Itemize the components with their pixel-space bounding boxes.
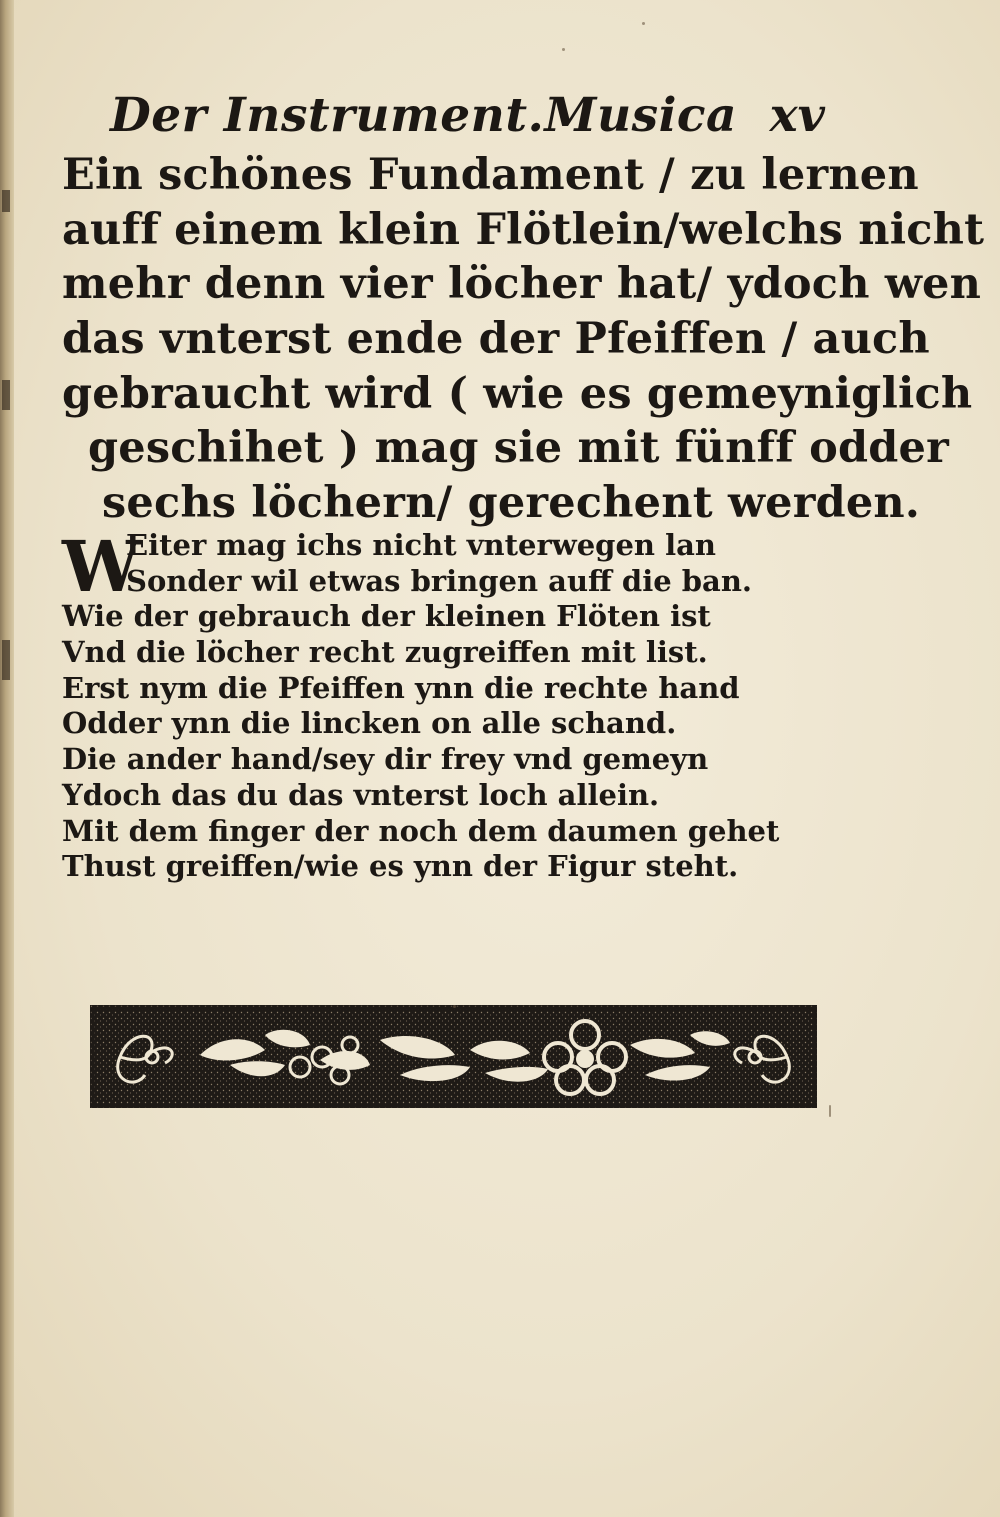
gutter-mark [2,640,10,680]
floral-woodcut-border [90,1005,817,1108]
verse-line: Ydoch das du das vnterst loch allein. [62,777,660,812]
verse-line: Thust greiffen/wie es ynn der Figur steht. [62,849,739,884]
verse-block [62,525,780,885]
paper-speck [642,22,645,25]
paper-speck [453,1005,456,1008]
paper-speck [562,48,565,51]
heading-line: mehr denn vier löcher hat/ ydoch wen [62,259,982,310]
heading-line: Ein schönes Fundament / zu lernen [62,150,919,200]
heading-line: das vnterst ende der Pfeiffen / auch [62,314,930,365]
ornament-background [90,1005,817,1108]
gutter-mark [2,190,10,212]
paper-speck [829,1105,831,1117]
verse-line: Wie der gebrauch der kleinen Flöten ist [62,599,711,634]
chapter-heading [62,148,985,531]
verse-line: Erst nym die Pfeiffen ynn die rechte hand [62,670,740,705]
heading-line: sechs löchern/ gerechent werden. [102,478,921,529]
gutter-mark [2,380,10,410]
verse-line: Vnd die löcher recht zugreiffen mit list. [62,635,708,670]
heading-line: gebraucht wird ( wie es gemeyniglich [62,368,973,419]
verse-line: Die ander hand/sey dir frey vnd gemeyn [62,742,709,777]
drop-cap-initial: W [62,525,141,608]
heading-line: geschihet ) mag sie mit fünff odder [88,423,949,474]
verse-line: Odder ynn die lincken on alle schand. [62,706,677,741]
verse-line: Sonder wil etwas bringen auff die ban. [126,563,753,598]
page-gutter [0,0,14,1517]
ornament-graphic [90,1005,817,1108]
heading-line: auff einem klein Flötlein/welchs nicht [62,204,985,255]
running-head [110,88,825,148]
verse-line: Mit dem finger der noch dem daumen gehet [62,813,780,848]
running-title: Der Instrument.Musica [110,88,738,143]
verse-line: Eiter mag ichs nicht vnterwegen lan [126,528,716,562]
folio-number: xv [769,88,825,143]
